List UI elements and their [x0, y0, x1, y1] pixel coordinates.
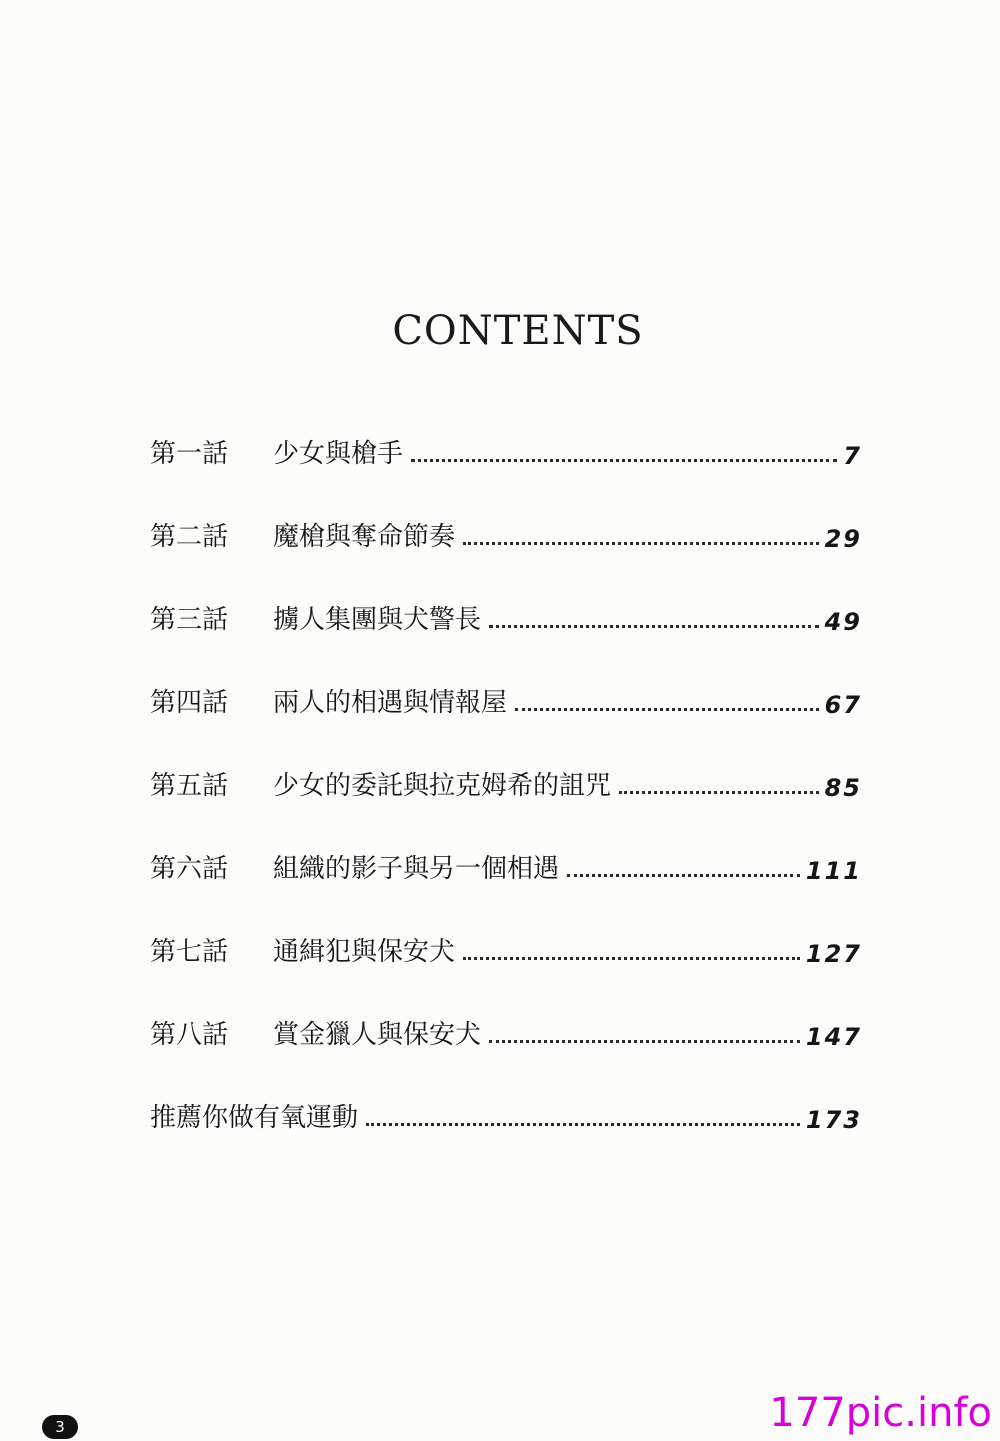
toc-entry [150, 513, 862, 553]
chapter-title: 擄人集團與犬警長 [273, 605, 482, 635]
dot-leader [489, 625, 819, 628]
toc-entry [150, 762, 862, 802]
page-number-ref: 7 [843, 442, 862, 470]
page-number-ref: 49 [824, 608, 862, 636]
afterword-title: 推薦你做有氧運動 [150, 1103, 359, 1133]
page-number-ref: 173 [805, 1106, 862, 1134]
contents-title: CONTENTS [392, 308, 644, 354]
toc-entry [150, 430, 862, 470]
chapter-label: 第一話 [150, 439, 229, 469]
chapter-title: 組織的影子與另一個相遇 [273, 854, 560, 884]
chapter-title: 兩人的相遇與情報屋 [273, 688, 508, 718]
chapter-label: 第七話 [150, 937, 229, 967]
chapter-label: 第六話 [150, 854, 229, 884]
chapter-title: 通緝犯與保安犬 [273, 937, 456, 967]
chapter-title: 少女與槍手 [273, 439, 404, 469]
toc-entry [150, 1011, 862, 1051]
page-number-ref: 29 [824, 525, 862, 553]
toc-entry [150, 596, 862, 636]
page-number-badge: 3 [42, 1415, 78, 1439]
dot-leader [515, 708, 819, 711]
chapter-label: 第五話 [150, 771, 229, 801]
page-number-ref: 127 [805, 940, 862, 968]
dot-leader [489, 1040, 800, 1043]
chapter-title: 少女的委託與拉克姆希的詛咒 [273, 771, 612, 801]
chapter-title: 賞金獵人與保安犬 [273, 1020, 482, 1050]
page-number-ref: 147 [805, 1023, 862, 1051]
chapter-label: 第四話 [150, 688, 229, 718]
dot-leader [366, 1123, 800, 1126]
dot-leader [619, 791, 819, 794]
dot-leader [463, 957, 800, 960]
dot-leader [463, 542, 819, 545]
page-number-ref: 85 [824, 774, 862, 802]
chapter-label: 第三話 [150, 605, 229, 635]
site-watermark: 177pic.info [769, 1390, 992, 1436]
chapter-label: 第二話 [150, 522, 229, 552]
toc-entry-afterword [150, 1094, 862, 1134]
page-number-ref: 67 [824, 691, 862, 719]
dot-leader [411, 459, 837, 462]
toc-entry [150, 928, 862, 968]
chapter-label: 第八話 [150, 1020, 229, 1050]
toc-entry [150, 679, 862, 719]
chapter-title: 魔槍與奪命節奏 [273, 522, 456, 552]
dot-leader [567, 874, 800, 877]
toc-entry [150, 845, 862, 885]
page-number-ref: 111 [805, 857, 862, 885]
